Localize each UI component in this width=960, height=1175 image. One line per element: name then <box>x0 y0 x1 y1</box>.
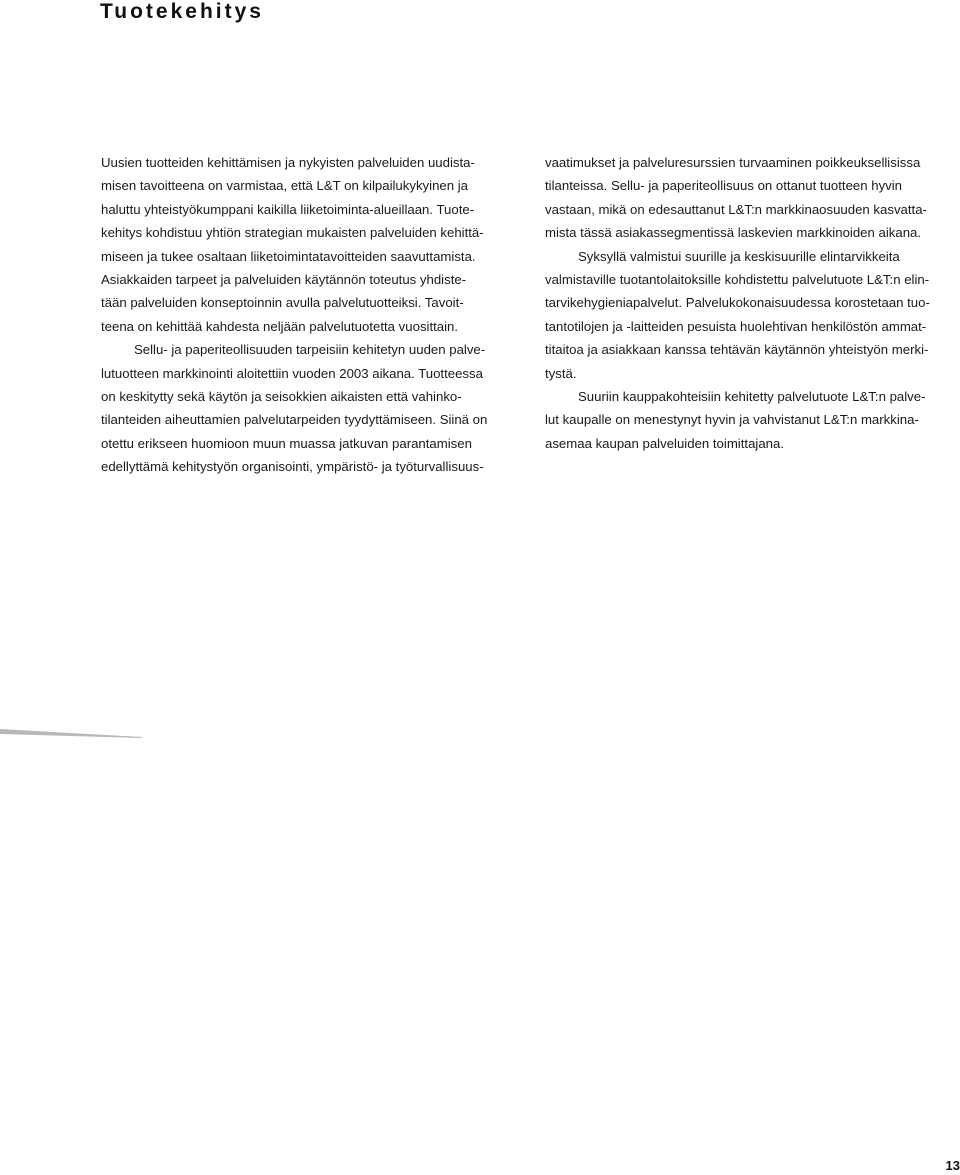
text-line: kehitys kohdistuu yhtiön strategian mukaisten palveluiden kehittä- <box>101 225 484 241</box>
body-text-right-column <box>545 151 960 455</box>
text-line: vaatimukset ja palveluresurssien turvaaminen poikkeuksellisissa <box>545 155 921 170</box>
text-line: tantotilojen ja -laitteiden pesuista huolehtivan henkilöstön ammat- <box>545 318 927 334</box>
text-line: tystä. <box>545 365 577 381</box>
text-line: Suuriin kauppakohteisiin kehitetty palvelutuote L&T:n palve- <box>578 388 926 404</box>
text-line: haluttu yhteistyökumppani kaikilla liiketoiminta-alueillaan. Tuote- <box>101 201 475 217</box>
text-line: Uusien tuotteiden kehittämisen ja nykyisten palveluiden uudista- <box>101 155 475 170</box>
body-text-left-column <box>101 151 521 478</box>
text-line: titaitoa ja asiakkaan kanssa tehtävän käytännön yhteistyön merki- <box>545 342 929 358</box>
page-number: 13 <box>945 1158 960 1173</box>
text-line: Asiakkaiden tarpeet ja palveluiden käytännön toteutus yhdiste- <box>101 271 467 287</box>
text-line: Syksyllä valmistui suurille ja keskisuurille elintarvikkeita <box>578 248 900 264</box>
text-line: lutuotteen markkinointi aloitettiin vuoden 2003 aikana. Tuotteessa <box>101 365 483 381</box>
text-line: tään palveluiden konseptoinnin avulla palvelutuotteiksi. Tavoit- <box>101 295 464 311</box>
text-line: teena on kehittää kahdesta neljään palvelutuotetta vuosittain. <box>101 318 459 334</box>
decorative-swoosh-line <box>0 726 142 740</box>
text-line: asemaa kaupan palveluiden toimittajana. <box>545 435 784 451</box>
text-line: misen tavoitteena on varmistaa, että L&T on kilpailukykyinen ja <box>101 178 469 194</box>
text-line: valmistaville tuotantolaitoksille kohdistettu palvelutuote L&T:n elin- <box>545 271 930 287</box>
text-line: miseen ja tukee osaltaan liiketoimintatavoitteiden saavuttamista. <box>101 248 476 264</box>
text-line: edellyttämä kehitystyön organisointi, ympäristö- ja työturvallisuus- <box>101 459 484 475</box>
text-line: tilanteiden aiheuttamien palvelutarpeiden tyydyttämiseen. Siinä on <box>101 412 488 428</box>
text-line: tilanteissa. Sellu- ja paperiteollisuus on ottanut tuotteen hyvin <box>545 178 903 194</box>
page-title: Tuotekehitys <box>100 0 264 23</box>
text-line: on keskitytty sekä käytön ja seisokkien aikaisten että vahinko- <box>101 388 462 404</box>
text-line: mista tässä asiakassegmentissä laskevien markkinoiden aikana. <box>545 225 922 241</box>
text-line: lut kaupalle on menestynyt hyvin ja vahvistanut L&T:n markkina- <box>545 412 919 428</box>
swoosh-shape <box>0 729 142 738</box>
text-line: vastaan, mikä on edesauttanut L&T:n markkinaosuuden kasvatta- <box>545 201 927 217</box>
text-line: otettu erikseen huomioon muun muassa jatkuvan parantamisen <box>101 435 472 451</box>
text-line: Sellu- ja paperiteollisuuden tarpeisiin kehitetyn uuden palve- <box>134 342 486 358</box>
text-line: tarvikehygieniapalvelut. Palvelukokonaisuudessa korostetaan tuo- <box>545 295 930 311</box>
